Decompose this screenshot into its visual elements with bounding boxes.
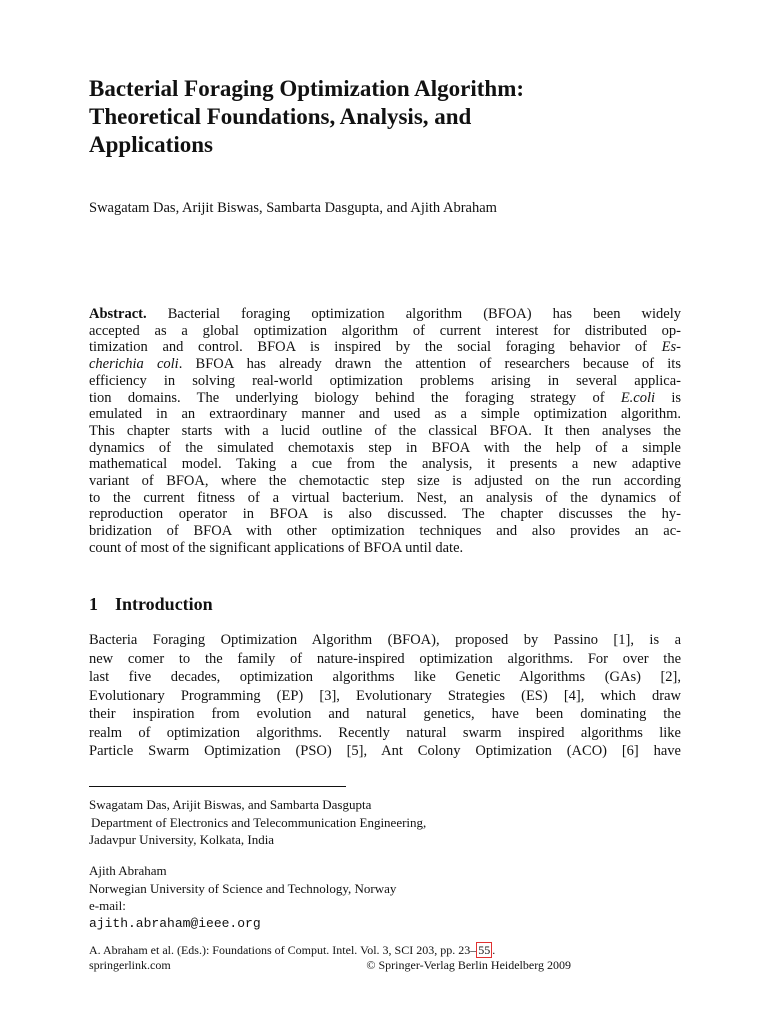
title-line: Applications — [89, 132, 213, 157]
text-line: their inspiration from evolution and natural genetics, have been dominating the — [89, 706, 681, 722]
citation-footer — [89, 943, 571, 973]
abstract-line: timization and control. BFOA is inspired by the social foraging behavior of Es- — [89, 339, 681, 356]
citation-text: A. Abraham et al. (Eds.): Foundations of Comput. Intel. Vol. 3, SCI 203, pp. 23– — [89, 943, 477, 957]
introduction-text — [89, 631, 681, 761]
abstract-line: emulated in an extraordinary manner and used as a simple optimization algorithm. — [89, 406, 681, 423]
publisher-line — [89, 958, 571, 973]
abstract-line: bridization of BFOA with other optimization techniques and also provides an ac- — [89, 523, 681, 540]
page-range-link[interactable]: 55 — [478, 943, 491, 957]
publisher-site: springerlink.com — [89, 958, 171, 972]
abstract-line: reproduction operator in BFOA is also discussed. The chapter discusses the hy- — [89, 506, 681, 523]
abstract-line: mathematical model. Taking a cue from the analysis, it presents a new adaptive — [89, 456, 681, 473]
abstract-line: accepted as a global optimization algorithm of current interest for distributed op- — [89, 322, 681, 339]
title-line: Theoretical Foundations, Analysis, and — [89, 104, 472, 129]
abstract-line: cherichia coli. BFOA has already drawn the attention of researchers because of its — [89, 356, 681, 373]
text-line: Particle Swarm Optimization (PSO) [5], Ant Colony Optimization (ACO) [6] have — [89, 743, 681, 759]
affiliation-name: Ajith Abraham — [89, 863, 167, 878]
text-line: Evolutionary Programming (EP) [3], Evolutionary Strategies (ES) [4], which draw — [89, 687, 681, 704]
abstract-line: to the current fitness of a virtual bacterium. Nest, an analysis of the dynamics of — [89, 489, 681, 506]
affiliation-university: Jadavpur University, Kolkata, India — [89, 832, 275, 847]
copyright-notice: © Springer-Verlag Berlin Heidelberg 2009 — [366, 958, 571, 972]
section-number: 1 — [89, 594, 98, 614]
title-line: Bacterial Foraging Optimization Algorithm: — [89, 76, 525, 101]
section-title: Introduction — [115, 594, 213, 614]
abstract-line: variant of BFOA, where the chemotactic step size is adjusted on the run according — [89, 473, 681, 490]
affiliation-second — [89, 862, 689, 932]
abstract — [89, 306, 681, 557]
text-line: new comer to the family of nature-inspired optimization algorithms. For over the — [89, 650, 681, 667]
email-address: ajith.abraham@ieee.org — [89, 915, 261, 931]
email-line — [89, 897, 689, 932]
italic-term: cherichia coli — [89, 356, 179, 373]
abstract-label: Abstract. — [89, 306, 147, 322]
affiliation-names: Swagatam Das, Arijit Biswas, and Sambarta Dasgupta — [89, 797, 372, 812]
footnote-divider — [89, 786, 346, 787]
affiliation-department: Department of Electronics and Telecommunication Engineering, — [91, 814, 427, 830]
abstract-line: count of most of the significant applications of BFOA until date. — [89, 539, 464, 556]
abstract-line: This chapter starts with a lucid outline of the classical BFOA. It then analyses the — [89, 422, 681, 439]
italic-term: Es- — [661, 339, 681, 356]
citation-line — [89, 943, 571, 958]
affiliation-university: Norwegian University of Science and Technology, Norway — [89, 880, 397, 896]
italic-term: E.coli — [620, 389, 656, 406]
citation-period: . — [492, 943, 496, 957]
section-heading — [89, 593, 213, 615]
email-label: e-mail: — [89, 898, 126, 913]
abstract-line: efficiency in solving real-world optimization problems arising in several applica- — [89, 372, 681, 389]
affiliation-first — [89, 796, 689, 849]
text-line: last five decades, optimization algorithms like Genetic Algorithms (GAs) [2], — [89, 669, 681, 685]
author-list: Swagatam Das, Arijit Biswas, Sambarta Dasgupta, and Ajith Abraham — [89, 200, 497, 216]
abstract-line: Abstract. Bacterial foraging optimization algorithm (BFOA) has been widely — [89, 306, 682, 322]
text-line: realm of optimization algorithms. Recently natural swarm inspired algorithms like — [89, 724, 681, 741]
text-line: Bacteria Foraging Optimization Algorithm (BFOA), proposed by Passino [1], is a — [89, 632, 681, 648]
abstract-line: dynamics of the simulated chemotaxis step in BFOA with the help of a simple — [89, 439, 681, 456]
abstract-line: tion domains. The underlying biology behind the foraging strategy of E.coli is — [89, 389, 681, 406]
paper-title — [89, 75, 689, 159]
